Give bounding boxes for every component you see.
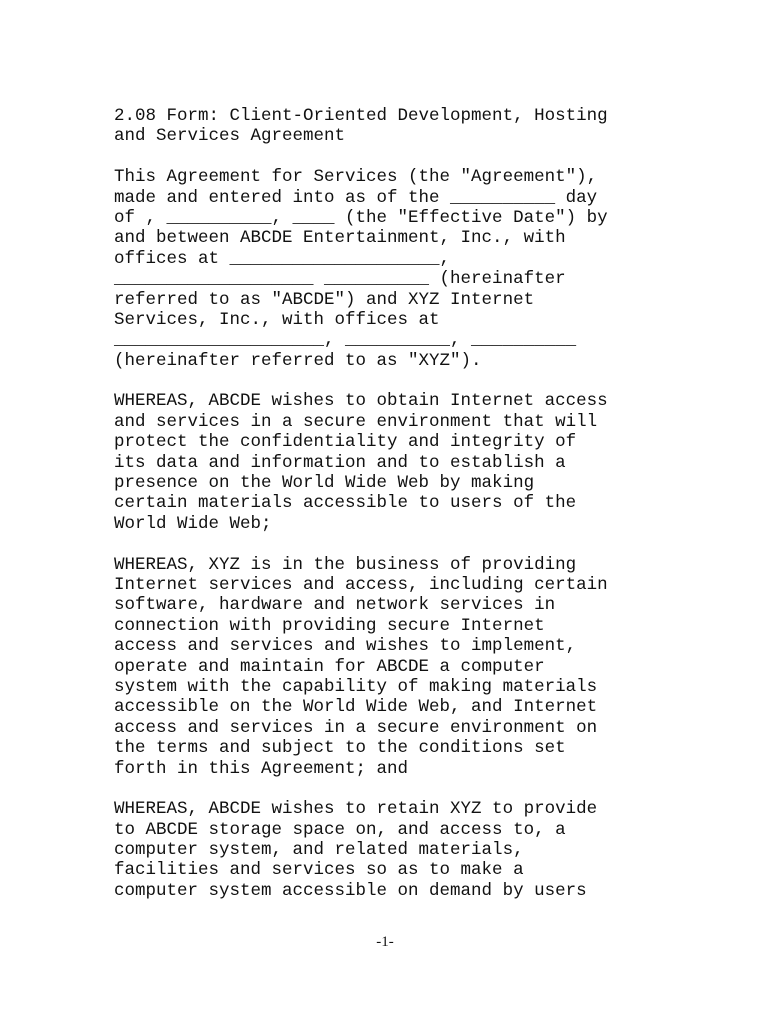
text-line: operate and maintain for ABCDE a computer [114,656,545,677]
text-line: forth in this Agreement; and [114,758,409,779]
text-line: accessible on the World Wide Web, and Internet [114,697,598,718]
text-line: referred to as "ABCDE") and XYZ Internet [114,289,535,310]
text-line: ____________________, __________, __________ [114,330,577,351]
paragraph-whereas-1 [114,391,674,534]
text-line: certain materials accessible to users of the [114,493,577,514]
text-line: WHEREAS, ABCDE wishes to obtain Internet access [114,391,608,412]
paragraph-preamble [114,167,674,371]
text-line: offices at ____________________, [114,248,451,269]
text-line: presence on the World Wide Web by making [114,473,535,494]
text-line: WHEREAS, XYZ is in the business of providing [114,554,577,575]
text-line: made and entered into as of the __________ day [114,187,598,208]
text-line: access and services in a secure environment on [114,717,598,738]
text-line: This Agreement for Services (the "Agreement"), [114,167,598,188]
text-line: computer system, and related materials, [114,840,524,861]
text-line: software, hardware and network services in [114,595,556,616]
document-body [114,106,674,922]
text-line: the terms and subject to the conditions set [114,738,566,759]
text-line: and services in a secure environment that will [114,411,598,432]
text-line: Services, Inc., with offices at [114,309,440,330]
text-line: ___________________ __________ (hereinafter [114,269,566,290]
text-line: connection with providing secure Internet [114,615,545,636]
text-line: of , __________, ____ (the "Effective Date") by [114,207,608,228]
paragraph-whereas-3 [114,799,674,901]
text-line: facilities and services so as to make a [114,860,524,881]
text-line: and between ABCDE Entertainment, Inc., with [114,228,566,249]
text-line: computer system accessible on demand by users [114,880,587,901]
text-line: access and services and wishes to implement, [114,636,577,657]
document-title [114,106,674,147]
text-line: its data and information and to establish a [114,452,566,473]
title-line: 2.08 Form: Client-Oriented Development, Hosting [114,106,608,126]
text-line: WHEREAS, ABCDE wishes to retain XYZ to provide [114,799,598,820]
page-number: -1- [376,934,394,950]
text-line: Internet services and access, including certain [114,574,608,595]
paragraph-whereas-2 [114,555,674,779]
text-line: (hereinafter referred to as "XYZ"). [114,350,482,371]
text-line: to ABCDE storage space on, and access to, a [114,819,566,840]
text-line: World Wide Web; [114,513,272,534]
text-line: system with the capability of making materials [114,676,598,697]
text-line: protect the confidentiality and integrity of [114,432,577,453]
title-line: and Services Agreement [114,126,346,147]
